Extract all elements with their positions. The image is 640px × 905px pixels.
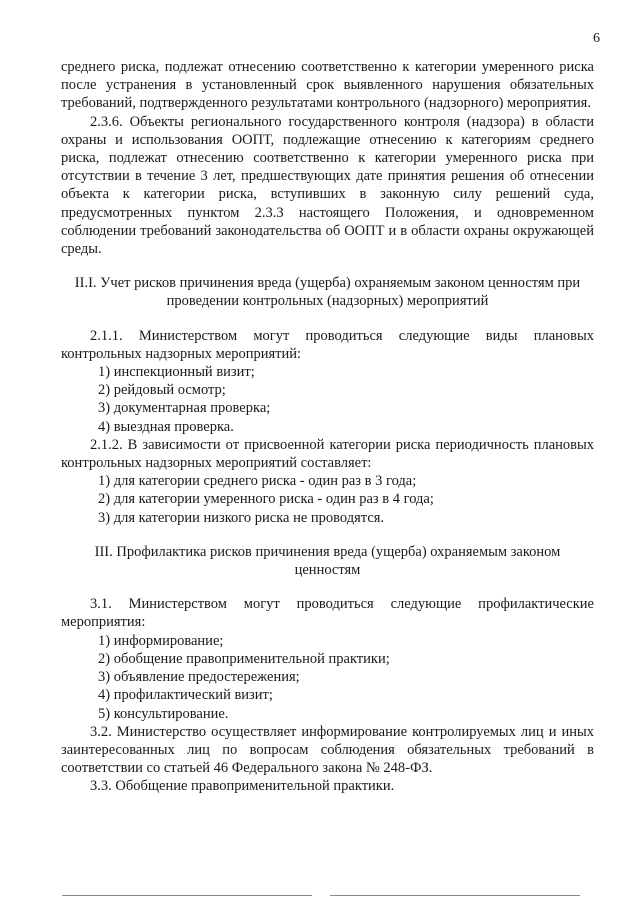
list-item: 3) документарная проверка; — [98, 400, 271, 417]
section-2-title: II.I. Учет рисков причинения вреда (ущерба) охраняемым законом ценностям при проведении контрольных (надзорных) мероприятий — [74, 275, 581, 310]
list-item: 3) объявление предостережения; — [98, 669, 300, 686]
list-item: 2) обобщение правоприменительной практики; — [98, 650, 390, 667]
intro-continuation-paragraph: среднего риска, подлежат отнесению соответственно к категории умеренного риска после устранения в установленный срок выявленного нарушения обязательных требований, подтвержденного результатами контрольного (надзорного) мероприятия. — [61, 59, 594, 112]
list-item: 4) выездная проверка. — [98, 418, 234, 435]
clause-3-3-paragraph: 3.3. Обобщение правоприменительной практики. — [90, 778, 395, 795]
spacer — [61, 258, 594, 274]
clause-2-1-1-paragraph: 2.1.1. Министерством могут проводиться следующие виды плановых контрольных надзорных мероприятий: — [61, 327, 594, 362]
document-body — [61, 58, 594, 796]
clause-2-1-2-paragraph: 2.1.2. В зависимости от присвоенной категории риска периодичность плановых контрольных надзорных мероприятий составляет: — [61, 436, 594, 472]
spacer — [61, 311, 594, 327]
section-3-title: III. Профилактика рисков причинения вреда (ущерба) охраняемым законом ценностям — [94, 543, 561, 579]
clause-2-3-6-paragraph: 2.3.6. Объекты регионального государственного контроля (надзора) в области охраны и использования ООПТ, подлежащие отнесению к категориям среднего риска, подлежат отнесению соответственно к категории умеренного риска при отсутствии в течение 3 лет, предшествующих дате принятия решения об отнесении объекта к категории риска, вступивших в законную силу решений суда, предусмотренных пунктом 2.3.3 настоящего Положения, и одновременном соблюдении требований законодательства об ООПТ и в области охраны окружающей среды. — [61, 113, 594, 258]
list-item: 2) рейдовый осмотр; — [98, 382, 226, 399]
spacer — [61, 579, 594, 595]
clause-3-2-paragraph: 3.2. Министерство осуществляет информирование контролируемых лиц и иных заинтересованных лиц по вопросам соблюдения обязательных требований в соответствии со статьей 46 Федерального закона № 248-ФЗ. — [61, 723, 594, 777]
clause-3-1-paragraph: 3.1. Министерством могут проводиться следующие профилактические мероприятия: — [61, 596, 594, 631]
spacer — [61, 527, 594, 543]
footer-divider — [62, 895, 312, 896]
list-item: 1) инспекционный визит; — [98, 364, 255, 381]
footer-divider — [330, 895, 580, 896]
list-item: 3) для категории низкого риска не проводятся. — [98, 509, 385, 526]
list-item: 5) консультирование. — [98, 705, 229, 722]
list-item: 2) для категории умеренного риска - один раз в 4 года; — [98, 491, 434, 508]
list-item: 1) информирование; — [98, 632, 224, 649]
list-item: 1) для категории среднего риска - один раз в 3 года; — [98, 473, 417, 490]
page-number: 6 — [593, 31, 600, 46]
list-item: 4) профилактический визит; — [98, 687, 273, 704]
